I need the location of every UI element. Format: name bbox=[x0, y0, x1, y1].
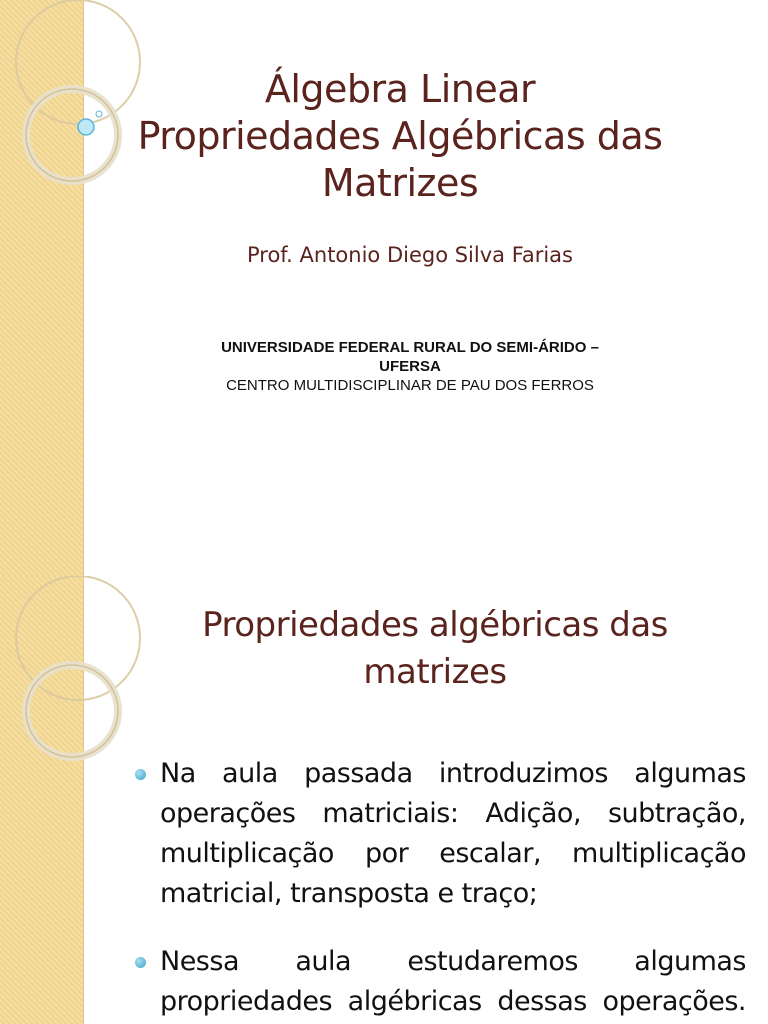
bullet-item bbox=[134, 754, 746, 914]
bullet-line: matricial, transposta e traço; bbox=[160, 878, 538, 909]
title-line: Propriedades algébricas das bbox=[202, 605, 668, 645]
institution-block bbox=[140, 338, 680, 396]
bullet-dot-icon bbox=[135, 769, 146, 780]
title-line: matrizes bbox=[363, 651, 507, 692]
bullet-line: Na aula passada introduzimos algumas bbox=[160, 758, 746, 789]
bullet-item bbox=[134, 942, 746, 1022]
bullet-line: propriedades algébricas dessas operações. bbox=[160, 986, 746, 1017]
bullet-line: multiplicação por escalar, multiplicação bbox=[160, 838, 746, 869]
campus-name: CENTRO MULTIDISCIPLINAR DE PAU DOS FERROS bbox=[226, 377, 594, 395]
university-name: UNIVERSIDADE FEDERAL RURAL DO SEMI-ÁRIDO – bbox=[221, 339, 599, 356]
bullet-list bbox=[134, 754, 746, 1024]
title-line: Matrizes bbox=[321, 161, 479, 206]
title-line: Álgebra Linear bbox=[264, 67, 536, 111]
university-acronym: UFERSA bbox=[379, 358, 441, 376]
slide-title bbox=[130, 602, 740, 696]
bullet-line: Nessa aula estudaremos algumas bbox=[160, 946, 746, 977]
content-slide bbox=[0, 576, 768, 1024]
bullet-line: operações matriciais: Adição, subtração, bbox=[160, 798, 746, 829]
presentation-title bbox=[120, 66, 680, 207]
bullet-dot-icon bbox=[135, 957, 146, 968]
title-line: Propriedades Algébricas das bbox=[137, 114, 663, 159]
author-name: Prof. Antonio Diego Silva Farias bbox=[246, 243, 573, 267]
